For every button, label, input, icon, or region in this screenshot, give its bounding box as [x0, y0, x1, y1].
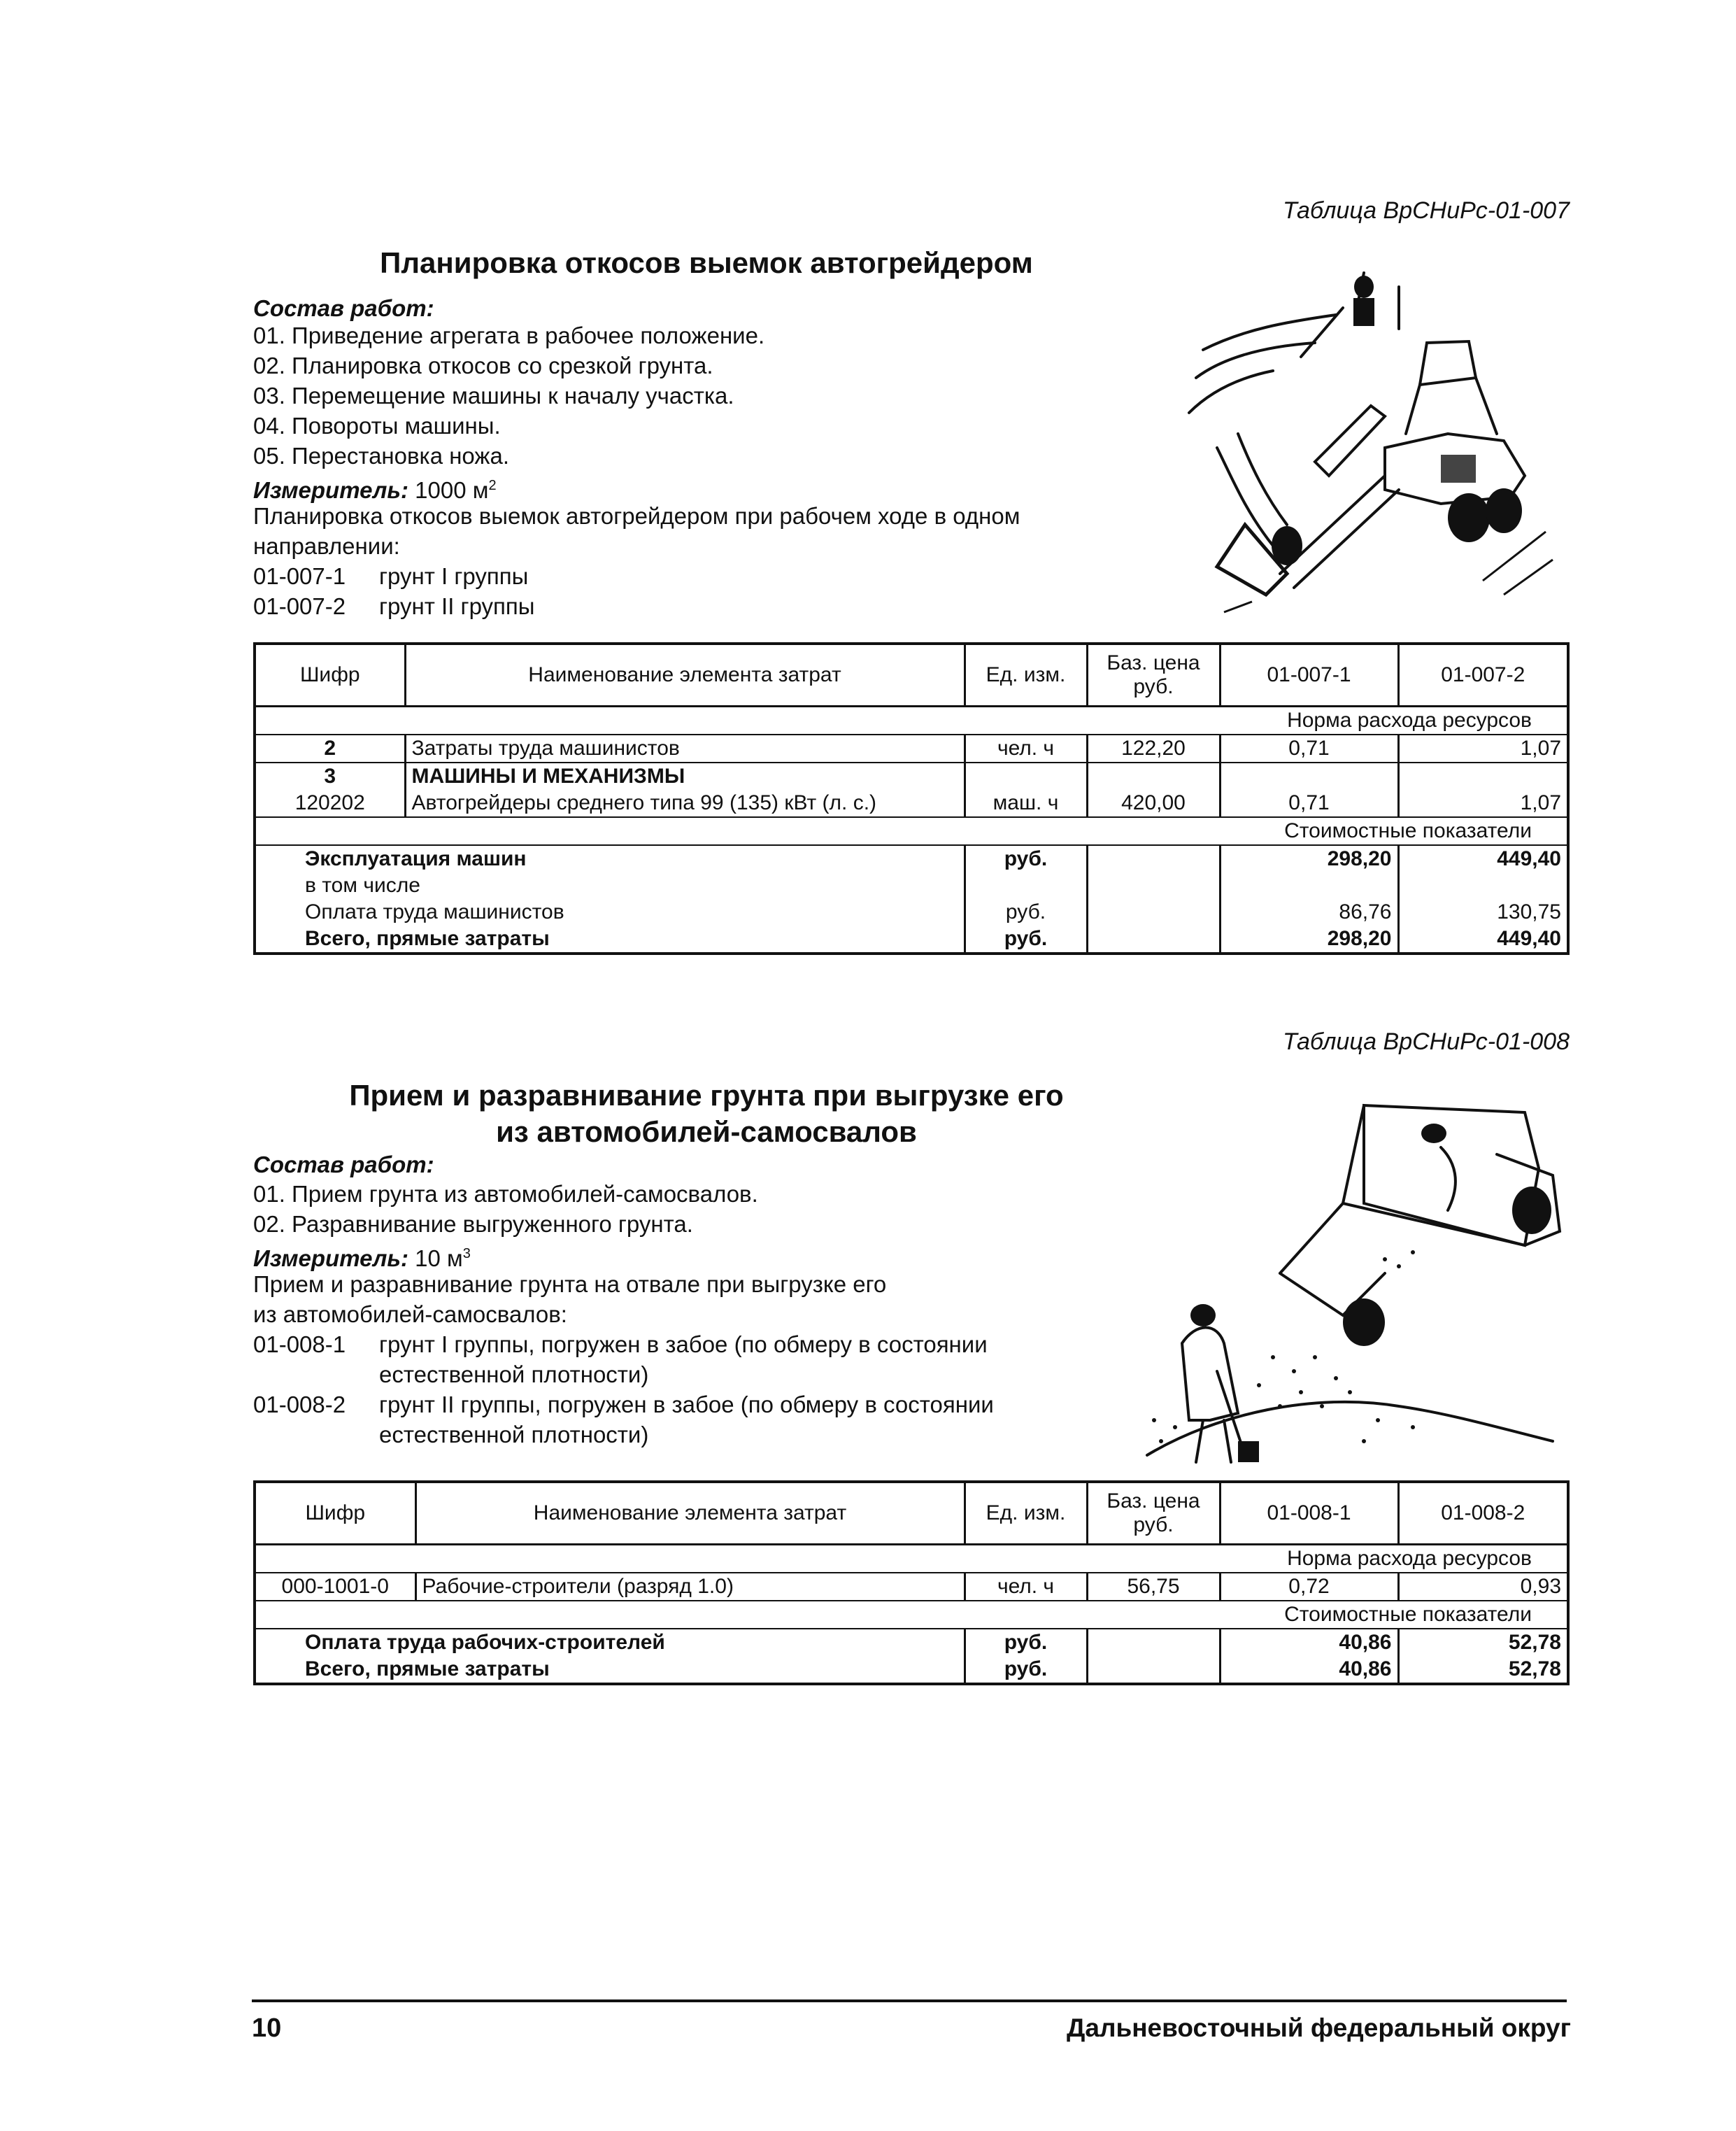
cost-subheader-row: [255, 817, 1568, 845]
meter-unit-power: 2: [488, 478, 497, 493]
description-line: направлении:: [253, 533, 400, 559]
cost-name: в том числе: [255, 872, 965, 899]
cost-value-2: 130,75: [1398, 899, 1568, 926]
cost-value-2: 449,40: [1398, 845, 1568, 872]
footer-rule: [252, 1999, 1567, 2002]
section-title-line: Прием и разравнивание грунта при выгрузке его: [349, 1079, 1064, 1112]
cost-value-1: [1220, 872, 1398, 899]
cost-price: [1087, 926, 1220, 954]
cost-value-2: 52,78: [1398, 1629, 1568, 1656]
work-list: [253, 1179, 758, 1239]
table-header-row: [255, 1482, 1568, 1545]
variant-continuation: естественной плотности): [379, 1422, 649, 1447]
cell-price: 122,20: [1087, 735, 1220, 763]
cost-row: [255, 872, 1568, 899]
cost-row: [255, 1656, 1568, 1684]
description-line: из автомобилей-самосвалов:: [253, 1301, 567, 1327]
cell-unit: чел. ч: [965, 735, 1087, 763]
header-name: Наименование элемента затрат: [415, 1482, 965, 1545]
header-price: Баз. цена руб.: [1087, 1482, 1220, 1545]
cost-value-1: 40,86: [1220, 1629, 1398, 1656]
table-row: [255, 790, 1568, 817]
cost-row: [255, 899, 1568, 926]
table-row: [255, 735, 1568, 763]
cost-price: [1087, 872, 1220, 899]
variant-code: 01-007-1: [253, 563, 346, 589]
description-line: Прием и разравнивание грунта на отвале при выгрузке его: [253, 1271, 887, 1297]
work-item: 02. Разравнивание выгруженного грунта.: [253, 1211, 693, 1237]
meter-value: 1000 м: [415, 477, 489, 503]
cell-name: МАШИНЫ И МЕХАНИЗМЫ: [405, 763, 965, 790]
variant-line: [253, 1389, 994, 1420]
section-title: [252, 1077, 1161, 1150]
table-header-row: [255, 644, 1568, 707]
variant-code: 01-007-2: [253, 593, 346, 619]
meter-label: Измеритель:: [253, 1245, 408, 1271]
norm-subheader-row: [255, 1545, 1568, 1573]
meter-label: Измеритель:: [253, 477, 408, 503]
cost-price: [1087, 1629, 1220, 1656]
cost-value-2: 449,40: [1398, 926, 1568, 954]
variant-line: [253, 561, 528, 591]
meter-line: [253, 1239, 471, 1273]
cost-row: [255, 845, 1568, 872]
table-row: [255, 1573, 1568, 1601]
cost-unit: руб.: [965, 845, 1087, 872]
cost-value-1: 86,76: [1220, 899, 1398, 926]
norm-label: Норма расхода ресурсов: [255, 1545, 1568, 1573]
cell-value-2: 1,07: [1398, 735, 1568, 763]
header-variant-1: 01-007-1: [1220, 644, 1398, 707]
variant-text: грунт I группы: [379, 563, 529, 589]
header-code: Шифр: [255, 644, 405, 707]
dump-truck-worker-illustration: [1133, 1091, 1567, 1469]
meter-value: 10 м: [415, 1245, 463, 1271]
header-variant-2: 01-008-2: [1398, 1482, 1568, 1545]
cost-row: [255, 1629, 1568, 1656]
cost-subheader-row: [255, 1601, 1568, 1629]
meter-unit-power: 3: [462, 1246, 471, 1261]
cell-value-1: 0,71: [1220, 735, 1398, 763]
cost-unit: [965, 872, 1087, 899]
cell-value-1: 0,72: [1220, 1573, 1398, 1601]
variant-text: грунт I группы, погружен в забое (по обмеру в состоянии: [379, 1331, 988, 1357]
work-composition-label: Состав работ:: [253, 1152, 434, 1177]
cost-unit: руб.: [965, 899, 1087, 926]
cost-name: Всего, прямые затраты: [255, 1656, 965, 1684]
cost-label: Стоимостные показатели: [255, 817, 1568, 845]
header-name: Наименование элемента затрат: [405, 644, 965, 707]
variant-text: грунт II группы, погружен в забое (по обмеру в состоянии: [379, 1392, 994, 1417]
cost-value-2: 52,78: [1398, 1656, 1568, 1684]
section-title-line: из автомобилей-самосвалов: [496, 1115, 917, 1148]
cost-name: Всего, прямые затраты: [255, 926, 965, 954]
header-variant-2: 01-007-2: [1398, 644, 1568, 707]
norm-label: Норма расхода ресурсов: [255, 707, 1568, 735]
cell-price: 420,00: [1087, 790, 1220, 817]
cell-code: 2: [255, 735, 405, 763]
cost-label: Стоимостные показатели: [255, 1601, 1568, 1629]
cell-name: Рабочие-строители (разряд 1.0): [415, 1573, 965, 1601]
work-item: 04. Повороты машины.: [253, 413, 501, 439]
cost-table: [253, 1480, 1570, 1685]
cell-unit: маш. ч: [965, 790, 1087, 817]
cost-name: Эксплуатация машин: [255, 845, 965, 872]
meter-line: [253, 471, 497, 505]
cell-value-1: 0,71: [1220, 790, 1398, 817]
header-price: Баз. цена руб.: [1087, 644, 1220, 707]
footer-region: Дальневосточный федеральный округ: [1067, 2013, 1571, 2042]
section-title: Планировка откосов выемок автогрейдером: [380, 246, 1033, 279]
page-number: 10: [252, 2013, 282, 2043]
variant-code: 01-008-2: [253, 1392, 346, 1417]
cost-price: [1087, 845, 1220, 872]
cost-name: Оплата труда машинистов: [255, 899, 965, 926]
table-caption: Таблица ВрСНиРс-01-008: [1282, 1028, 1570, 1055]
work-item: 02. Планировка откосов со срезкой грунта.: [253, 353, 713, 378]
cost-unit: руб.: [965, 926, 1087, 954]
cell-value-2: 0,93: [1398, 1573, 1568, 1601]
variant-code: 01-008-1: [253, 1331, 346, 1357]
cell-unit: [965, 763, 1087, 790]
header-code: Шифр: [255, 1482, 415, 1545]
variant-line: [253, 1329, 988, 1359]
cell-name: Затраты труда машинистов: [405, 735, 965, 763]
motor-grader-illustration: [1175, 266, 1567, 616]
cost-value-1: 298,20: [1220, 926, 1398, 954]
table-caption: Таблица ВрСНиРс-01-007: [1282, 197, 1570, 224]
cost-price: [1087, 899, 1220, 926]
work-composition-label: Состав работ:: [253, 295, 434, 321]
header-unit: Ед. изм.: [965, 1482, 1087, 1545]
cell-code: 000-1001-0: [255, 1573, 415, 1601]
work-list: [253, 320, 764, 471]
cell-value-2: 1,07: [1398, 790, 1568, 817]
variant-continuation: естественной плотности): [379, 1361, 649, 1387]
cell-code: 120202: [255, 790, 405, 817]
work-item: 01. Прием грунта из автомобилей-самосвалов.: [253, 1181, 758, 1207]
cost-price: [1087, 1656, 1220, 1684]
work-item: 05. Перестановка ножа.: [253, 443, 510, 469]
description-line: Планировка откосов выемок автогрейдером при рабочем ходе в одном: [253, 503, 1020, 529]
cost-value-1: 40,86: [1220, 1656, 1398, 1684]
header-variant-1: 01-008-1: [1220, 1482, 1398, 1545]
cost-value-2: [1398, 872, 1568, 899]
cost-name: Оплата труда рабочих-строителей: [255, 1629, 965, 1656]
cell-name: Автогрейдеры среднего типа 99 (135) кВт (л. с.): [405, 790, 965, 817]
header-unit: Ед. изм.: [965, 644, 1087, 707]
cell-value-2: [1398, 763, 1568, 790]
cell-price: [1087, 763, 1220, 790]
variant-line: [253, 591, 535, 621]
cost-row: [255, 926, 1568, 954]
cost-value-1: 298,20: [1220, 845, 1398, 872]
cost-table: [253, 642, 1570, 955]
work-item: 03. Перемещение машины к началу участка.: [253, 383, 734, 409]
cell-value-1: [1220, 763, 1398, 790]
work-item: 01. Приведение агрегата в рабочее положение.: [253, 323, 765, 348]
variant-text: грунт II группы: [379, 593, 535, 619]
cell-price: 56,75: [1087, 1573, 1220, 1601]
cell-unit: чел. ч: [965, 1573, 1087, 1601]
cost-unit: руб.: [965, 1629, 1087, 1656]
cell-code: 3: [255, 763, 405, 790]
norm-subheader-row: [255, 707, 1568, 735]
table-row: [255, 763, 1568, 790]
cost-unit: руб.: [965, 1656, 1087, 1684]
